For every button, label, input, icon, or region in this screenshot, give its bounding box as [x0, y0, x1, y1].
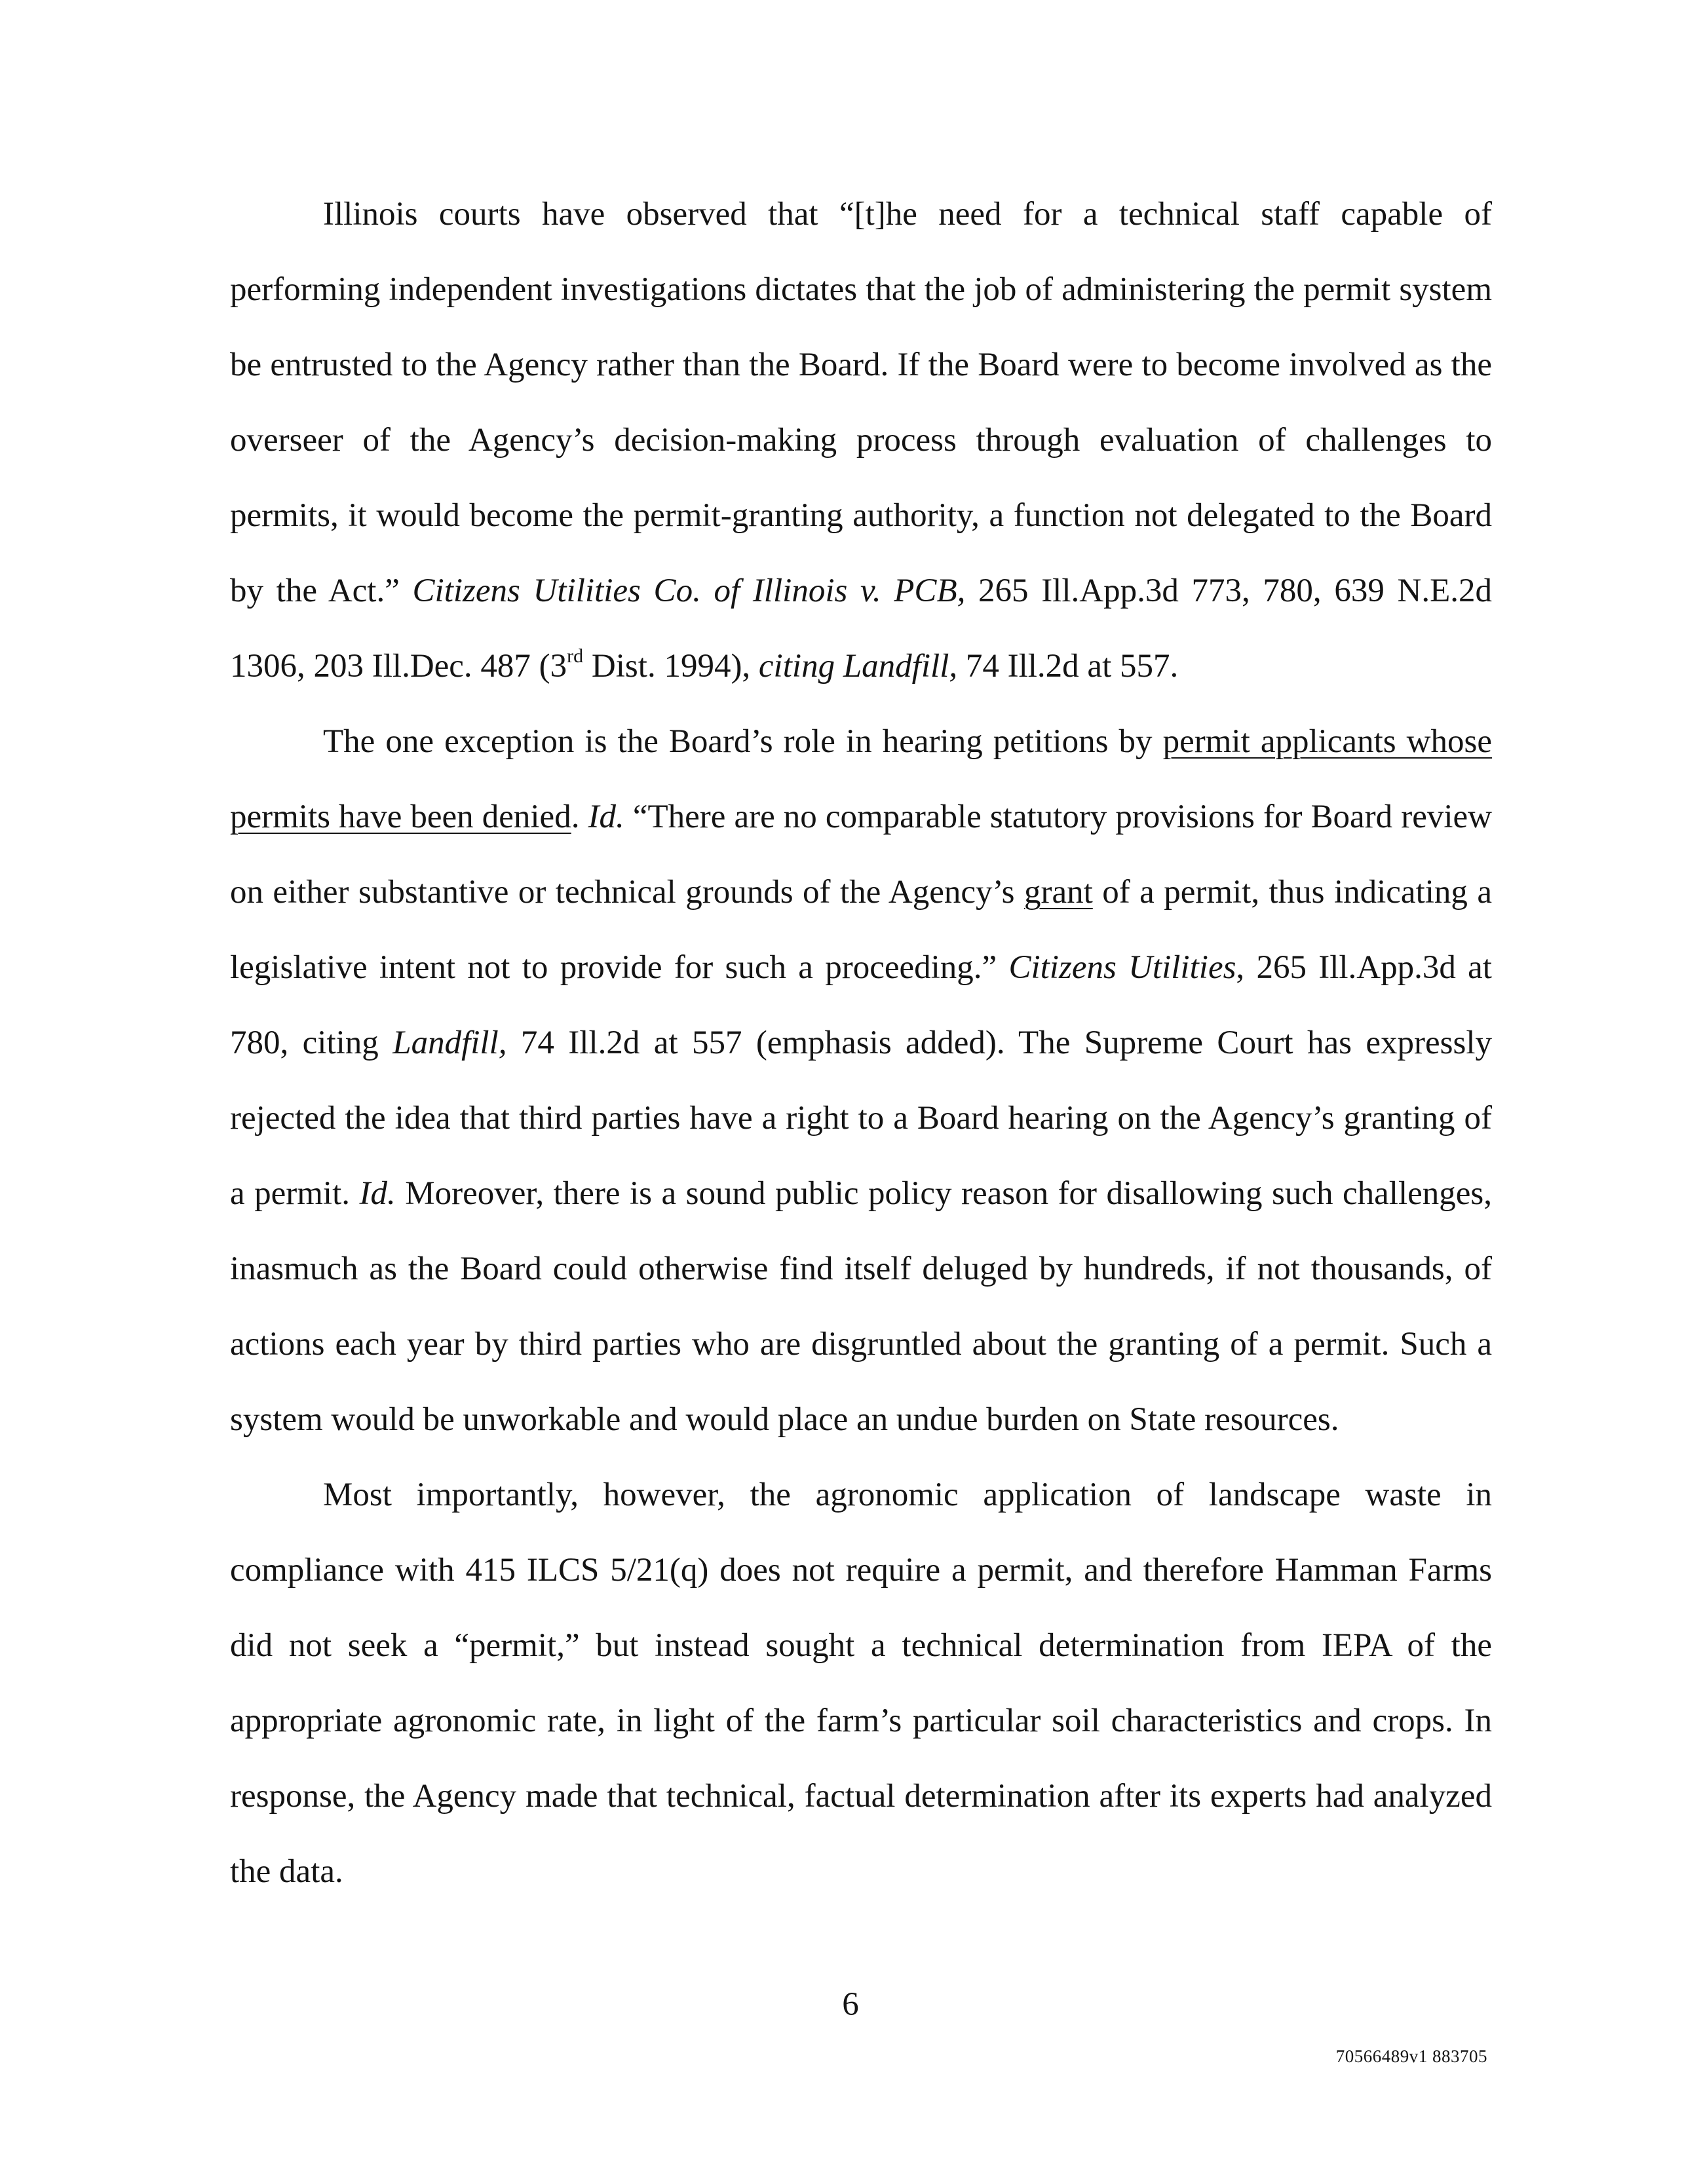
text-segment: Landfill,: [392, 1025, 507, 1061]
text-segment: The one exception is the Board’s role in hearing petitions by: [323, 723, 1163, 760]
text-segment: Moreover, there is a sound public policy reason for disallowing such challenges, inasmuch as the Board could otherwise find itself deluged by hundreds, if not thousands, of actions each year by third parties who are disgruntled about the granting of a permit. Such a system would be unworkable and would place an undue burden on State resources.: [230, 1175, 1493, 1438]
text-segment: of a permit, thus indicating a legislative intent not to provide for such a proceeding.”: [230, 874, 1492, 986]
page-number: 6: [842, 1986, 859, 2023]
paragraph-agronomic-application: [230, 1458, 1492, 1910]
text-segment: Most importantly, however, the agronomic application of landscape waste in compliance with 415 ILCS 5/21(q) does not require a permit, and therefore Hamman Farms did not seek a “permit,” but instead sought a technical determination from IEPA of the appropriate agronomic rate, in light of the farm’s particular soil characteristics and crops. In response, the Agency made that technical, factual determination after its experts had analyzed the data.: [230, 1477, 1492, 1890]
text-segment: rd: [567, 645, 584, 667]
text-segment: Dist. 1994),: [583, 648, 759, 685]
text-segment: Citizens Utilities: [1008, 949, 1236, 986]
text-segment: permit applicants whose permits have been denied: [230, 723, 1492, 835]
text-segment: .: [571, 799, 588, 835]
text-segment: citing Landfill,: [758, 648, 958, 685]
text-segment: Id.: [588, 799, 624, 835]
text-segment: , 265 Ill.App.3d at 780, citing: [230, 949, 1492, 1061]
text-segment: 265 Ill.App.3d 773, 780, 639 N.E.2d 1306, 203 Ill.Dec. 487 (3: [230, 573, 1493, 685]
text-segment: 74 Ill.2d at 557 (emphasis added). The Supreme Court has expressly rejected the idea that third parties have a right to a Board hearing on the Agency’s granting of a permit.: [230, 1025, 1492, 1212]
text-segment: Citizens Utilities Co. of Illinois v. PCB,: [412, 573, 966, 609]
text-segment: 74 Ill.2d at 557.: [957, 648, 1179, 685]
text-segment: “There are no comparable statutory provisions for Board review on either substantive or technical grounds of the Agency’s: [230, 799, 1492, 911]
document-id: 70566489v1 883705: [1335, 2046, 1487, 2066]
text-segment: Illinois courts have observed that “[t]he need for a technical staff capable of performing independent investigations dictates that the job of administering the permit system be entrusted to the Agency rather than the Board. If the Board were to become involved as the overseer of the Agency’s decision-making process through evaluation of challenges to permits, it would become the permit-granting authority, a function not delegated to the Board by the Act.”: [230, 196, 1492, 609]
text-segment: Id.: [359, 1175, 396, 1212]
paragraph-board-exception: [230, 704, 1492, 1458]
paragraph-permit-system: [230, 177, 1492, 704]
body-text: [230, 177, 1492, 1910]
text-segment: grant: [1023, 874, 1093, 911]
